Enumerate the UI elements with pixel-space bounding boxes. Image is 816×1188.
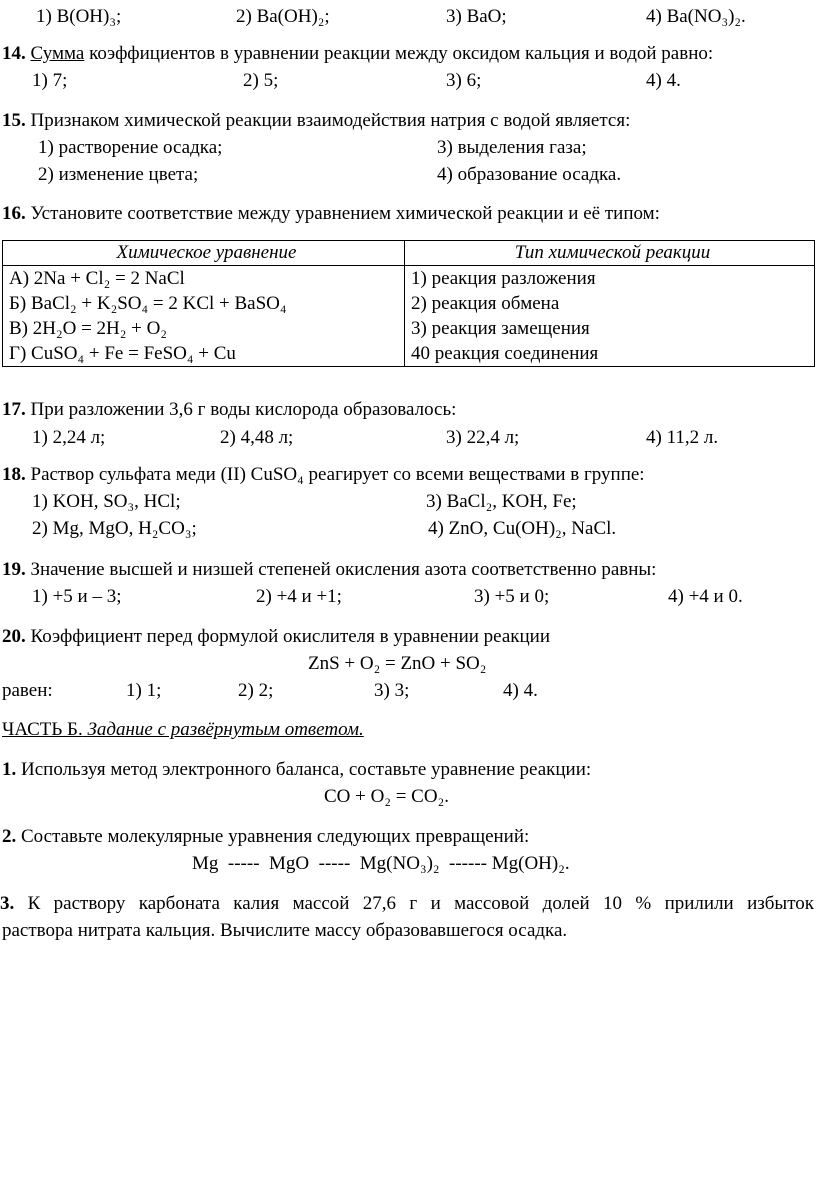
q17-option-3: 3) 22,4 л; (446, 427, 520, 448)
b3-number: 3. (0, 893, 15, 914)
q19-question (2, 559, 656, 581)
q19-text: Значение высшей и низшей степеней окисления азота соответственно равны: (25, 559, 657, 580)
q20-option-1: 1) 1; (126, 680, 162, 701)
part-b-heading (2, 719, 364, 741)
b3-text-1: К раствору карбоната калия массой 27,6 г и массовой долей 10 % прилили избыток (14, 893, 814, 914)
equation-g: Г) CuSO₄ + Fe = FeSO₄ + Cu (9, 343, 236, 364)
type-3: 3) реакция замещения (411, 318, 590, 339)
b3-text-2: раствора нитрата кальция. Вычислите массу образовавшегося осадка. (2, 920, 568, 941)
q20-option-4: 4) 4. (503, 680, 538, 701)
q17-option-4: 4) 11,2 л. (646, 427, 719, 448)
q18-question (2, 464, 645, 486)
q15-option-2: 2) изменение цвета; (38, 164, 199, 185)
q15-text: Признаком химической реакции взаимодействия натрия с водой является: (25, 110, 631, 131)
type-4: 40 реакция соединения (411, 343, 599, 364)
type-2: 2) реакция обмена (411, 293, 560, 314)
matching-table (2, 240, 815, 367)
q20-question (2, 626, 550, 648)
b2-number: 2. (2, 826, 17, 847)
b1-equation: CO + O₂ = CO₂. (324, 786, 449, 807)
q14-question (2, 43, 713, 65)
q16-question (2, 203, 660, 225)
q17-number: 17. (2, 399, 26, 420)
table-header-equation: Химическое уравнение (3, 241, 405, 266)
equation-a: А) 2Na + Cl₂ = 2 NaCl (9, 268, 185, 289)
q18-text: Раствор сульфата меди (II) CuSO₄ реагирует со всеми веществами в группе: (25, 464, 645, 485)
q17-option-1: 1) 2,24 л; (32, 427, 106, 448)
equation-v: В) 2H₂O = 2H₂ + O₂ (9, 318, 167, 339)
types-cell (405, 266, 815, 367)
q14-number: 14. (2, 43, 26, 64)
equation-b: Б) BaCl₂ + K₂SO₄ = 2 KCl + BaSO₄ (9, 293, 287, 314)
q16-text: Установите соответствие между уравнением химической реакции и её типом: (25, 203, 660, 224)
q14-option-4: 4) 4. (646, 70, 681, 91)
equations-cell (3, 266, 405, 367)
b2-question (2, 826, 529, 848)
q15-question (2, 110, 630, 132)
q19-option-1: 1) +5 и – 3; (32, 586, 122, 607)
q20-option-2: 2) 2; (238, 680, 274, 701)
b2-chain: Mg ----- MgO ----- Mg(NO₃)₂ ------ Mg(OH)₂. (192, 853, 570, 874)
q17-question (2, 399, 456, 421)
q13-option-3: 3) BaO; (446, 6, 507, 27)
q19-option-4: 4) +4 и 0. (668, 586, 743, 607)
part-b-label: ЧАСТЬ Б. (2, 719, 83, 740)
b1-question (2, 759, 591, 781)
q15-option-4: 4) образование осадка. (437, 164, 622, 185)
q13-option-1: 1) B(OH)₃; (36, 6, 122, 27)
q17-text: При разложении 3,6 г воды кислорода образовалось: (25, 399, 457, 420)
q18-option-4: 4) ZnO, Cu(OH)₂, NaCl. (428, 518, 617, 539)
q14-option-1: 1) 7; (32, 70, 68, 91)
q20-text: Коэффициент перед формулой окислителя в уравнении реакции (25, 626, 550, 647)
q19-option-3: 3) +5 и 0; (474, 586, 550, 607)
q18-option-2: 2) Mg, MgO, H₂CO₃; (32, 518, 197, 539)
q17-option-2: 2) 4,48 л; (220, 427, 294, 448)
q14-text: коэффициентов в уравнении реакции между оксидом кальция и водой равно: (84, 43, 714, 64)
b2-text: Составьте молекулярные уравнения следующих превращений: (16, 826, 530, 847)
table-header-type: Тип химической реакции (405, 241, 815, 266)
q20-equation: ZnS + O₂ = ZnO + SO₂ (308, 653, 487, 674)
q15-option-1: 1) растворение осадка; (38, 137, 223, 158)
q20-number: 20. (2, 626, 26, 647)
part-b-title: Задание с развёрнутым ответом. (87, 719, 364, 740)
q18-option-3: 3) BaCl₂, KOH, Fe; (426, 491, 577, 512)
q14-option-3: 3) 6; (446, 70, 482, 91)
q14-underlined-word: Сумма (30, 43, 85, 64)
q19-number: 19. (2, 559, 26, 580)
type-1: 1) реакция разложения (411, 268, 596, 289)
q18-option-1: 1) KOH, SO₃, HCl; (32, 491, 181, 512)
q20-option-3: 3) 3; (374, 680, 410, 701)
q20-lead: равен: (2, 680, 53, 701)
q13-option-4: 4) Ba(NO₃)₂. (646, 6, 746, 27)
q15-option-3: 3) выделения газа; (437, 137, 587, 158)
q13-option-2: 2) Ba(OH)₂; (236, 6, 330, 27)
q14-option-2: 2) 5; (243, 70, 279, 91)
q19-option-2: 2) +4 и +1; (256, 586, 342, 607)
b1-number: 1. (2, 759, 17, 780)
q18-number: 18. (2, 464, 26, 485)
q15-number: 15. (2, 110, 26, 131)
b3-question-line-1 (0, 893, 814, 915)
b1-text: Используя метод электронного баланса, составьте уравнение реакции: (16, 759, 592, 780)
q16-number: 16. (2, 203, 26, 224)
